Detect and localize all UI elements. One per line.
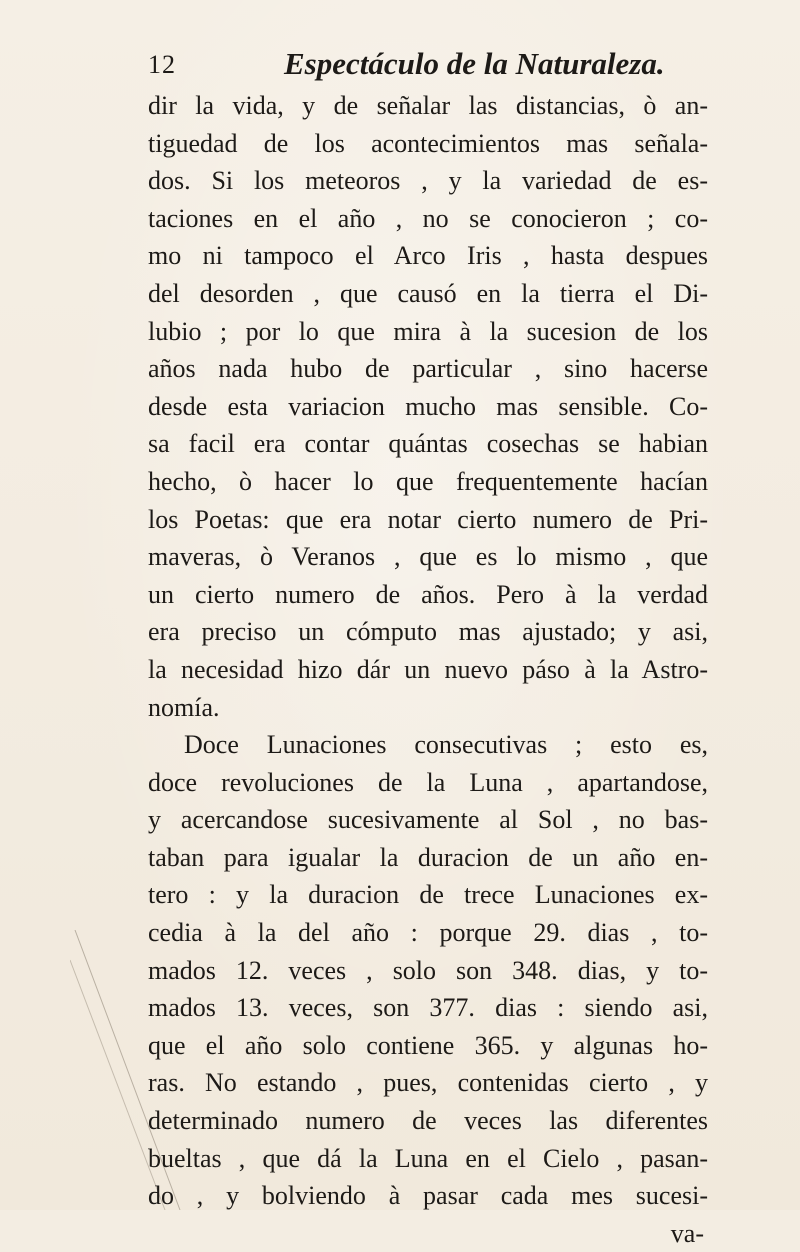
text-line: la necesidad hizo dár un nuevo páso à la Astro- xyxy=(148,654,708,684)
text-line: un cierto numero de años. Pero à la verdad xyxy=(148,579,708,609)
text-line: sa facil era contar quántas cosechas se habian xyxy=(148,429,708,459)
text-line: determinado numero de veces las diferentes xyxy=(148,1106,708,1136)
page-header xyxy=(148,40,708,90)
text-line: que el año solo contiene 365. y algunas ho- xyxy=(148,1030,708,1060)
text-line: los Poetas: que era notar cierto numero de Pri- xyxy=(148,504,708,534)
body-text xyxy=(148,87,708,1252)
text-line: tero : y la duracion de trece Lunaciones ex- xyxy=(148,880,708,910)
text-line: maveras, ò Veranos , que es lo mismo , que xyxy=(148,542,708,572)
text-line: lubio ; por lo que mira à la sucesion de los xyxy=(148,316,708,346)
running-head-title: Espectáculo de la Naturaleza. xyxy=(284,46,665,81)
text-line: nomía. xyxy=(148,692,220,722)
text-line: hecho, ò hacer lo que frequentemente hacían xyxy=(148,466,708,496)
text-line: taban para igualar la duracion de un año en- xyxy=(148,842,708,872)
text-line: era preciso un cómputo mas ajustado; y asi, xyxy=(148,617,708,647)
catchword: va- xyxy=(670,1218,704,1248)
text-line: ras. No estando , pues, contenidas cierto , y xyxy=(148,1068,708,1098)
text-line: bueltas , que dá la Luna en el Cielo , pasan- xyxy=(148,1143,708,1173)
text-line: do , y bolviendo à pasar cada mes sucesi- xyxy=(148,1181,708,1211)
page-number: 12 xyxy=(148,50,176,79)
text-line: del desorden , que causó en la tierra el Di- xyxy=(148,278,708,308)
text-line: cedia à la del año : porque 29. dias , to- xyxy=(148,918,708,948)
text-line: mo ni tampoco el Arco Iris , hasta despues xyxy=(148,241,708,271)
text-line: doce revoluciones de la Luna , apartandose, xyxy=(148,767,708,797)
text-line: mados 13. veces, son 377. dias : siendo asi, xyxy=(148,993,708,1023)
text-line: desde esta variacion mucho mas sensible. Co- xyxy=(148,391,708,421)
text-line: tiguedad de los acontecimientos mas señala- xyxy=(148,128,708,158)
text-line: años nada hubo de particular , sino hacerse xyxy=(148,354,708,384)
text-line: mados 12. veces , solo son 348. dias, y to- xyxy=(148,955,708,985)
paragraph-start-line: Doce Lunaciones consecutivas ; esto es, xyxy=(184,730,708,760)
text-line: taciones en el año , no se conocieron ; co- xyxy=(148,203,708,233)
text-line: dos. Si los meteoros , y la variedad de es- xyxy=(148,166,708,196)
text-line: dir la vida, y de señalar las distancias, ò an- xyxy=(148,91,708,120)
text-line: y acercandose sucesivamente al Sol , no bas- xyxy=(148,805,708,835)
